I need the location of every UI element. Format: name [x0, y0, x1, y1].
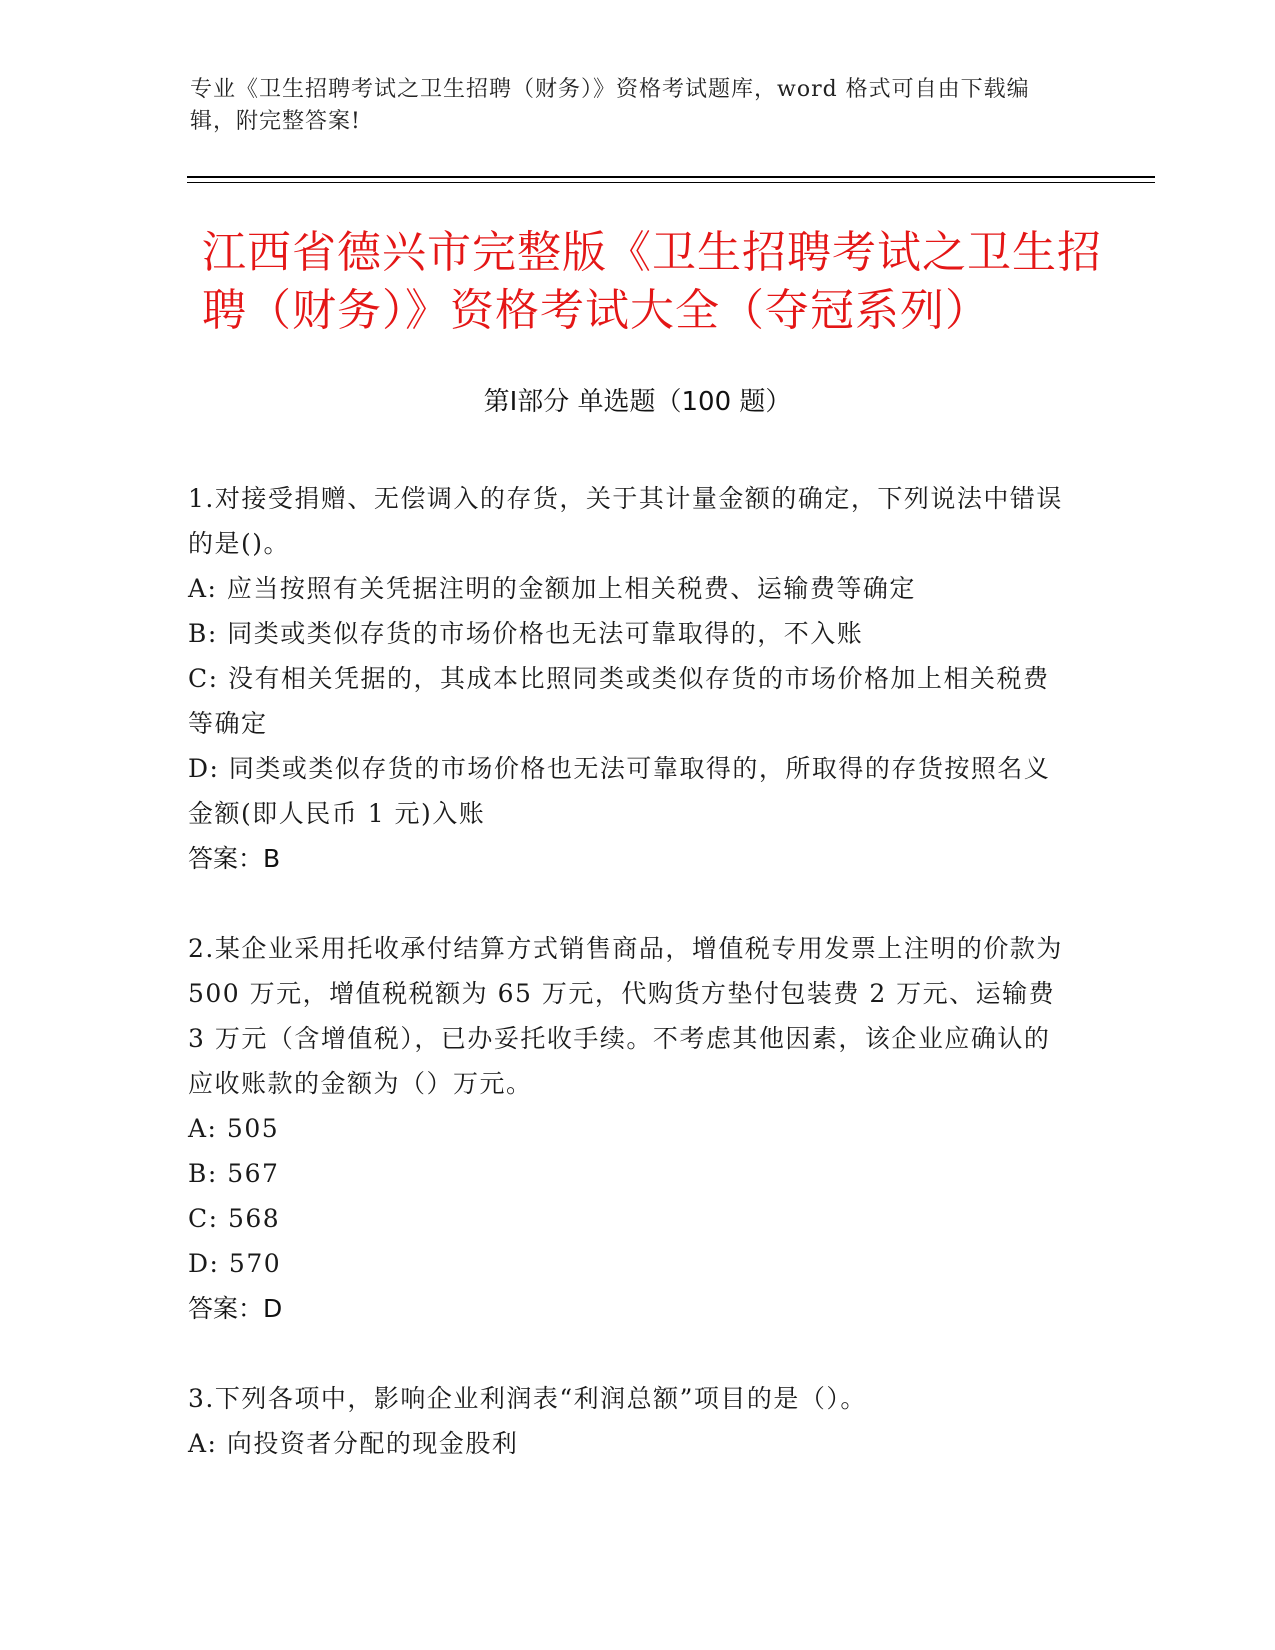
question-spacer [188, 881, 1068, 926]
option-a: A: 505 [188, 1114, 280, 1143]
question-spacer [188, 1331, 1068, 1376]
question-3 [188, 1376, 1068, 1466]
option-a: A: 应当按照有关凭据注明的金额加上相关税费、运输费等确定 [188, 574, 916, 603]
option-c: C: 没有相关凭据的，其成本比照同类或类似存货的市场价格加上相关税费等确定 [188, 664, 1050, 738]
header-divider-thick [187, 176, 1155, 178]
answer-label: 答案：B [188, 844, 281, 873]
section-heading: 第Ⅰ部分 单选题（100 题） [483, 387, 792, 417]
question-2 [188, 926, 1068, 1331]
question-list [188, 476, 1068, 1466]
option-c: C: 568 [188, 1204, 281, 1233]
header-divider-thin [187, 182, 1155, 183]
document-title: 江西省德兴市完整版《卫生招聘考试之卫生招聘（财务）》资格考试大全（夺冠系列） [202, 227, 1102, 336]
header-note: 专业《卫生招聘考试之卫生招聘（财务）》资格考试题库，word 格式可自由下载编辑，附完整答案! [190, 77, 1030, 134]
question-stem: 1.对接受捐赠、无偿调入的存货，关于其计量金额的确定，下列说法中错误的是()。 [188, 484, 1063, 558]
answer-label: 答案：D [188, 1294, 283, 1323]
question-1 [188, 476, 1068, 881]
option-b: B: 567 [188, 1159, 280, 1188]
option-a: A: 向投资者分配的现金股利 [188, 1429, 519, 1458]
option-b: B: 同类或类似存货的市场价格也无法可靠取得的，不入账 [188, 619, 864, 648]
option-d: D: 570 [188, 1249, 282, 1278]
question-stem: 2.某企业采用托收承付结算方式销售商品，增值税专用发票上注明的价款为 500 万元，增值税税额为 65 万元，代购货方垫付包装费 2 万元、运输费 3 万元（含增值税），已办妥托收手续。不考虑其他因素，该企业应确认的应收账款的金额为（）万元。 [188, 934, 1063, 1098]
option-d: D: 同类或类似存货的市场价格也无法可靠取得的，所取得的存货按照名义金额(即人民币 1 元)入账 [188, 754, 1051, 828]
question-stem: 3.下列各项中，影响企业利润表“利润总额”项目的是（）。 [188, 1384, 867, 1413]
